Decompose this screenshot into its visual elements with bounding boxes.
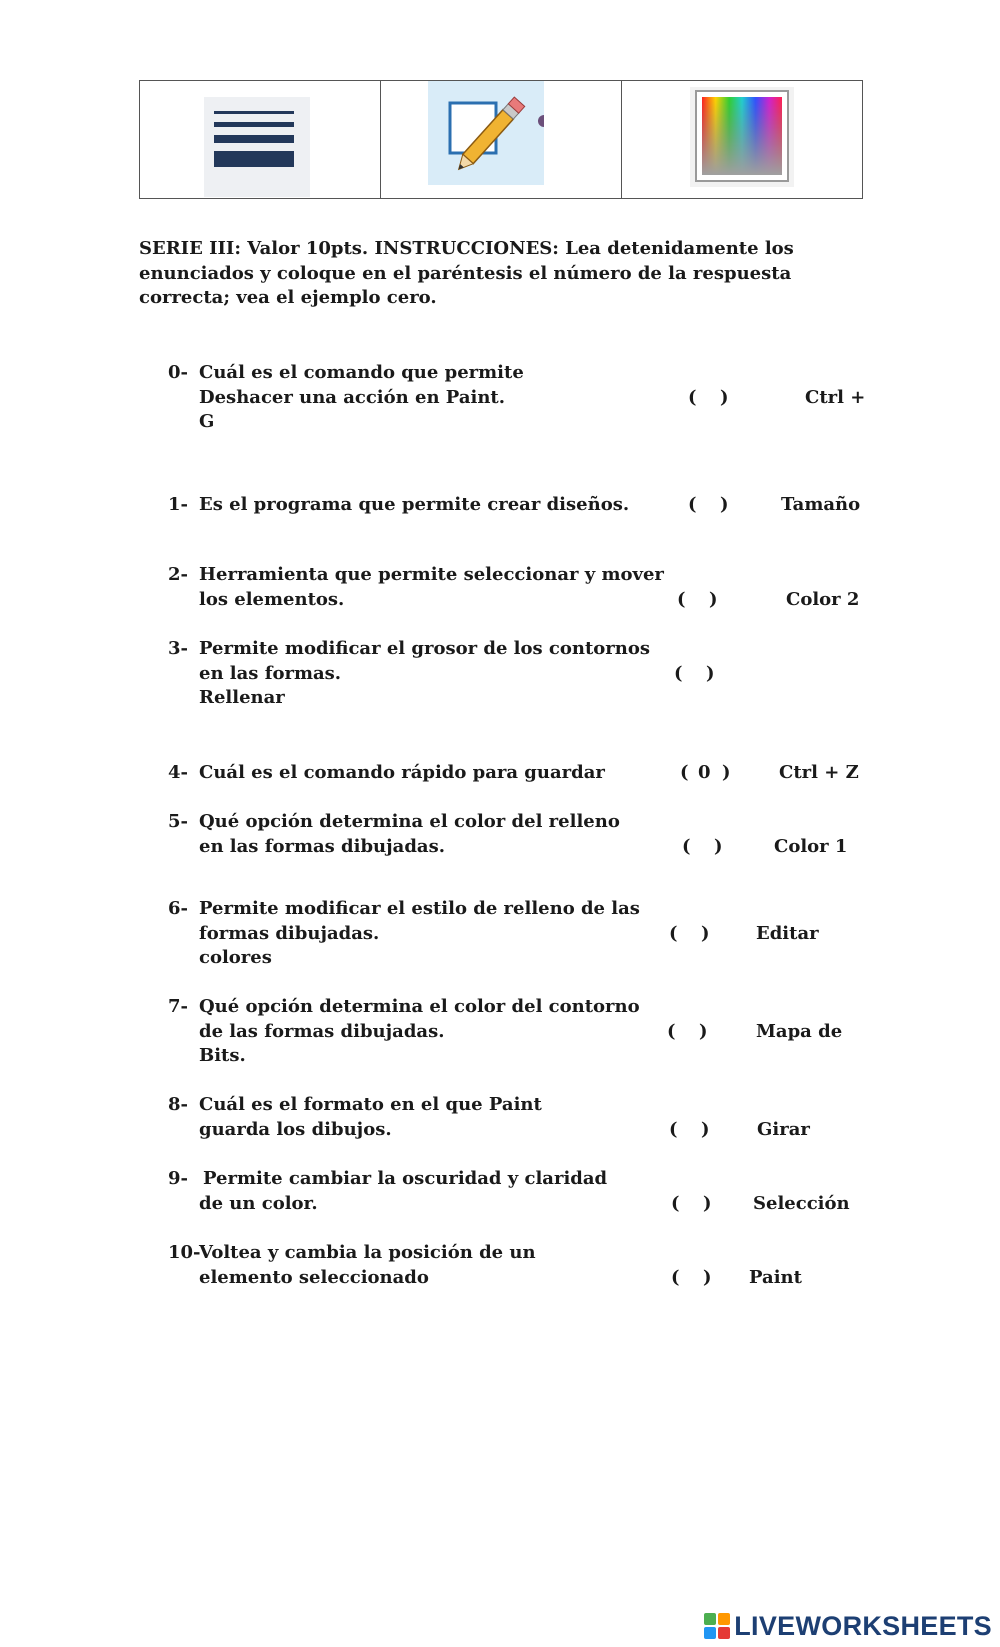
answer-paren-open: ( — [674, 662, 683, 684]
answer-paren-close: ) — [699, 1020, 708, 1042]
answer-option: Tamaño — [781, 494, 861, 515]
answer-paren-open: ( — [680, 762, 689, 783]
answer-paren-open: ( — [667, 1020, 676, 1042]
answer-paren-close: ) — [701, 1118, 710, 1140]
question-text: Permite modificar el estilo de relleno de las — [199, 898, 640, 919]
liveworksheets-logo-icon — [704, 1613, 730, 1639]
answer-paren-open: ( — [671, 1192, 680, 1214]
question-text: Cuál es el comando que permite — [199, 362, 524, 383]
size-lines-icon — [204, 97, 310, 197]
question-number: 2- — [168, 564, 188, 585]
question-text: los elementos. — [199, 588, 345, 610]
answer-paren-close: ) — [706, 662, 715, 684]
question-number: 5- — [168, 811, 188, 832]
icon-cell-color — [622, 81, 862, 198]
answer-option-continued: G — [199, 411, 215, 432]
question-text: formas dibujadas. — [199, 922, 380, 944]
question-number: 1- — [168, 494, 188, 515]
question-text: Permite cambiar la oscuridad y claridad — [203, 1168, 608, 1189]
edit-pencil-icon — [428, 81, 544, 185]
question-text: de un color. — [199, 1192, 318, 1214]
answer-paren-close: ) — [714, 835, 723, 857]
question-number: 6- — [168, 898, 188, 919]
question-text: Qué opción determina el color del contorno — [199, 996, 640, 1017]
question-text: en las formas. — [199, 662, 342, 684]
question-text: Permite modificar el grosor de los contornos — [199, 638, 650, 659]
answer-option-continued: colores — [199, 947, 272, 968]
icon-cell-size — [140, 81, 381, 198]
answer-paren-open: ( — [682, 835, 691, 857]
question-text: Voltea y cambia la posición de un — [199, 1242, 536, 1263]
answer-paren-close: ) — [703, 1192, 712, 1214]
question-number: 4- — [168, 762, 188, 783]
answer-option: Color 2 — [786, 588, 860, 610]
question-number: 10- — [168, 1242, 201, 1263]
question-number: 8- — [168, 1094, 188, 1115]
answer-paren-open: ( — [688, 386, 697, 408]
question-text: Cuál es el formato en el que Paint — [199, 1094, 542, 1115]
answer-option-continued: Rellenar — [199, 687, 285, 708]
question-text: en las formas dibujadas. — [199, 835, 445, 857]
color-gradient-icon — [690, 87, 794, 187]
answer-option-continued: Bits. — [199, 1045, 246, 1066]
answer-paren-open: ( — [669, 1118, 678, 1140]
answer-paren-value: 0 — [698, 762, 711, 783]
brand-name: LIVEWORKSHEETS — [734, 1610, 992, 1641]
answer-paren-close: ) — [722, 762, 731, 783]
question-text: elemento seleccionado — [199, 1266, 429, 1288]
question-text: Es el programa que permite crear diseños. — [199, 494, 630, 515]
answer-paren-open: ( — [688, 494, 697, 515]
question-text: Qué opción determina el color del relleno — [199, 811, 620, 832]
icon-cell-edit — [381, 81, 622, 198]
question-number: 9- — [168, 1168, 188, 1189]
answer-paren-open: ( — [677, 588, 686, 610]
answer-option: Editar — [756, 922, 819, 944]
question-number: 0- — [168, 362, 188, 383]
question-text: Cuál es el comando rápido para guardar — [199, 762, 605, 783]
instructions: SERIE III: Valor 10pts. INSTRUCCIONES: Lea detenidamente los enunciados y coloque en el paréntesis el número de la respuesta correcta; vea el ejemplo cero. — [139, 238, 794, 308]
answer-option: Mapa de — [756, 1020, 843, 1042]
question-text: Deshacer una acción en Paint. — [199, 386, 506, 408]
question-number: 7- — [168, 996, 188, 1017]
question-text: Herramienta que permite seleccionar y mover — [199, 564, 664, 585]
question-text: guarda los dibujos. — [199, 1118, 392, 1140]
answer-option: Girar — [757, 1118, 810, 1140]
answer-paren-open: ( — [669, 922, 678, 944]
answer-option: Selección — [753, 1192, 850, 1214]
answer-paren-open: ( — [671, 1266, 680, 1288]
answer-option: Ctrl + — [805, 386, 866, 408]
answer-paren-close: ) — [701, 922, 710, 944]
answer-paren-close: ) — [720, 386, 729, 408]
icon-table — [139, 80, 863, 199]
answer-option: Paint — [749, 1266, 802, 1288]
answer-paren-close: ) — [720, 494, 729, 515]
answer-paren-close: ) — [709, 588, 718, 610]
question-text: de las formas dibujadas. — [199, 1020, 445, 1042]
answer-option: Ctrl + Z — [779, 762, 859, 783]
answer-paren-close: ) — [703, 1266, 712, 1288]
brand — [704, 1611, 992, 1641]
question-number: 3- — [168, 638, 188, 659]
answer-option: Color 1 — [774, 835, 848, 857]
